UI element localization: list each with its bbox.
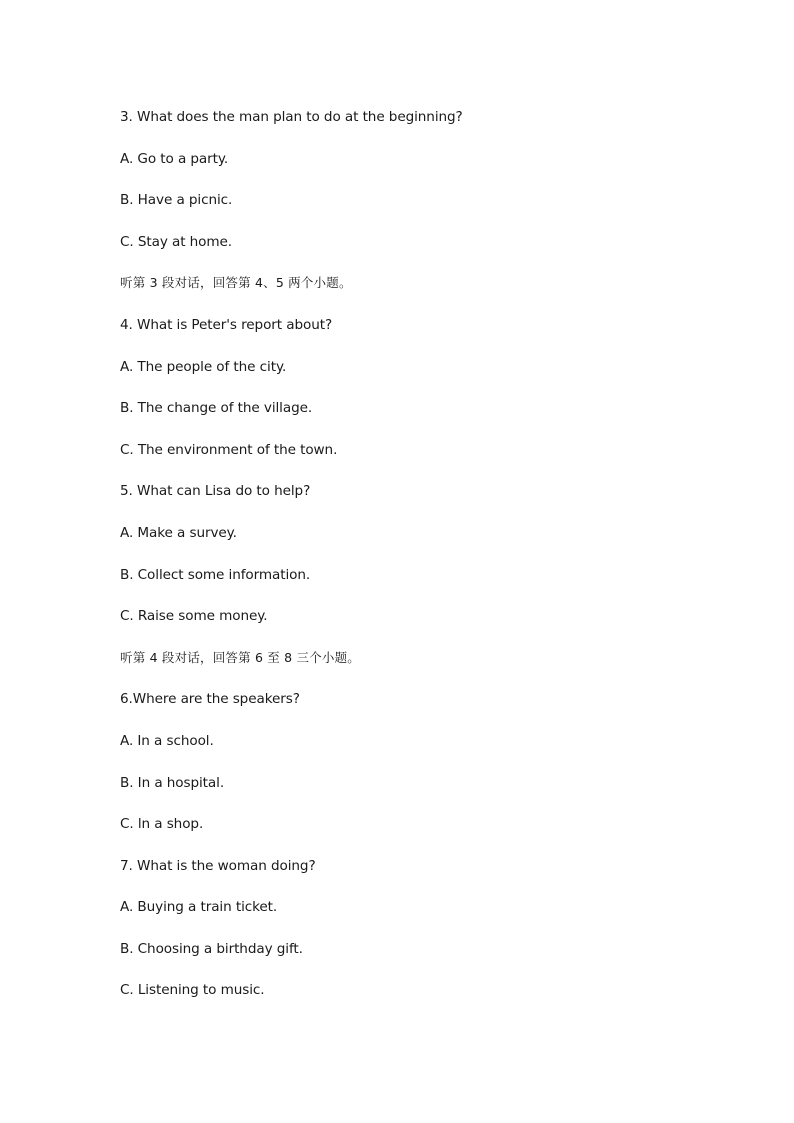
question-5-option-b: B. Collect some information. [120, 566, 311, 583]
question-5-option-a: A. Make a survey. [120, 524, 237, 541]
question-4: 4. What is Peter's report about? [120, 316, 333, 333]
section-instruction-dialogue-4: 听第 4 段对话，回答第 6 至 8 三个小题。 [120, 649, 360, 665]
question-4-option-b: B. The change of the village. [120, 400, 313, 417]
question-3-option-a: A. Go to a party. [120, 150, 229, 167]
question-6: 6.Where are the speakers? [120, 691, 300, 708]
question-3: 3. What does the man plan to do at the beginning? [120, 109, 463, 125]
question-3-option-c: C. Stay at home. [120, 233, 233, 250]
question-4-option-c: C. The environment of the town. [120, 441, 338, 458]
question-7-option-b: B. Choosing a birthday gift. [120, 940, 303, 957]
question-6-option-c: C. ln a shop. [120, 816, 204, 833]
question-5: 5. What can Lisa do to help? [120, 483, 311, 500]
question-7-option-a: A. Buying a train ticket. [120, 899, 278, 916]
question-7: 7. What is the woman doing? [120, 857, 316, 874]
section-instruction-dialogue-3: 听第 3 段对话，回答第 4、5 两个小题。 [120, 275, 352, 291]
question-3-option-b: B. Have a picnic. [120, 192, 233, 209]
question-6-option-b: B. In a hospital. [120, 774, 225, 791]
question-7-option-c: C. Listening to music. [120, 982, 265, 999]
question-6-option-a: A. In a school. [120, 732, 214, 749]
question-4-option-a: A. The people of the city. [120, 358, 287, 375]
page-content [120, 106, 720, 1021]
question-5-option-c: C. Raise some money. [120, 608, 268, 625]
